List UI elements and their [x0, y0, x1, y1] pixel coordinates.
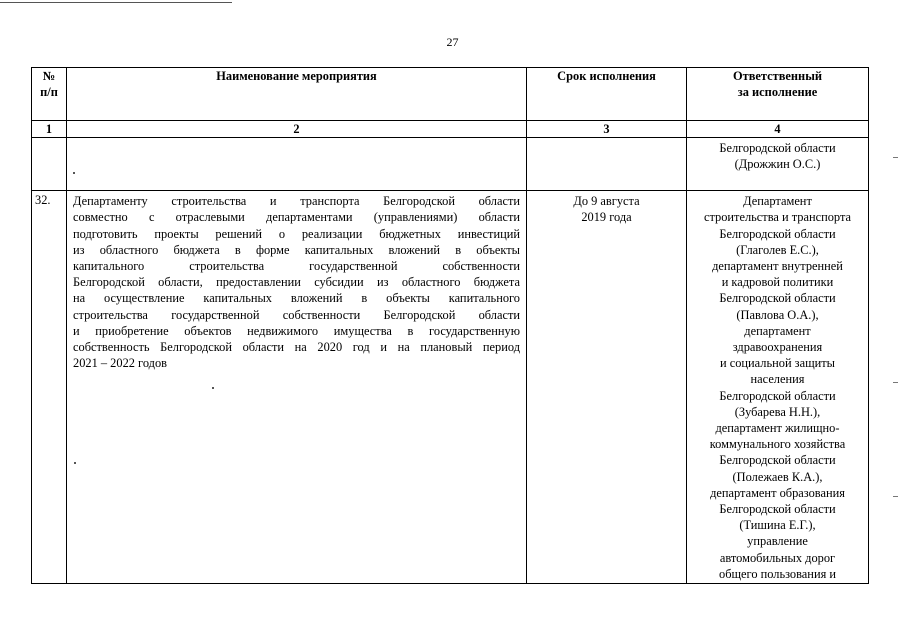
empty-cell	[527, 138, 687, 191]
text-line: департамент внутренней	[712, 259, 843, 274]
header-responsible: Ответственный за исполнение	[687, 68, 869, 121]
header-term: Срок исполнения	[527, 68, 687, 121]
plan-table	[31, 67, 869, 584]
text-line: департамент образования	[710, 485, 845, 500]
text-line: Белгородской области	[719, 291, 836, 306]
text-line: и кадровой политики	[721, 275, 834, 290]
scan-speck	[212, 387, 214, 389]
text-line: 2019 года	[581, 210, 632, 225]
text-line: Белгородской области	[719, 388, 836, 403]
text-line: (Павлова О.А.),	[736, 307, 819, 322]
text-line: Департаменту строительства и транспорта Белгородской области	[73, 194, 520, 209]
text-line: департамент	[744, 323, 811, 338]
page-number: 27	[446, 35, 459, 49]
scan-speck	[73, 172, 75, 174]
text-line: из областного бюджета в форме капитальных вложений в объекты	[73, 242, 520, 257]
text-line: (Зубарева Н.Н.),	[734, 404, 821, 419]
activity-text	[67, 191, 527, 584]
text-line: (Дрожжин О.С.)	[734, 157, 821, 172]
text-line: Белгородской области	[719, 141, 836, 156]
text-line: департамент жилищно-	[715, 421, 840, 436]
text-line: общего пользования и	[719, 566, 836, 581]
text-line: Белгородской области	[719, 502, 836, 517]
continuation-row	[32, 138, 869, 191]
text-line: (Полежаев К.А.),	[732, 469, 823, 484]
responsible	[687, 191, 869, 584]
deadline	[527, 191, 687, 584]
column-number: 4	[687, 121, 869, 138]
text-line: населения	[750, 372, 805, 387]
text-line: строительства государственной собственности Белгородской области	[73, 307, 520, 322]
text-line: Белгородской области, предоставлении субсидии из областного бюджета	[73, 275, 520, 290]
top-rule	[0, 2, 232, 3]
header-row	[32, 68, 869, 121]
scan-speck	[74, 462, 76, 464]
empty-cell	[67, 138, 527, 191]
text-line: Белгородской области	[719, 226, 836, 241]
text-line: и социальной защиты	[720, 356, 835, 371]
table-row	[32, 191, 869, 584]
text-line: собственность Белгородской области на 2020 год и на плановый период	[73, 340, 520, 355]
text-line: (Тишина Е.Г.),	[739, 518, 816, 533]
margin-mark	[893, 496, 898, 497]
text-line: на осуществление капитальных вложений в объекты капитального	[73, 291, 520, 306]
text-line: совместно с отраслевыми департаментами (управлениями) области	[73, 210, 520, 225]
text-line: автомобильных дорог	[719, 550, 836, 565]
column-number-row	[32, 121, 869, 138]
column-number: 1	[32, 121, 67, 138]
text-line: и приобретение объектов недвижимого имущества в государственную	[73, 323, 520, 338]
text-line: управление	[747, 534, 808, 549]
text-line: 2021 – 2022 годов	[73, 356, 168, 371]
margin-mark	[893, 382, 898, 383]
text-line: подготовить проекты решений о реализации бюджетных инвестиций	[73, 226, 520, 241]
text-line: строительства и транспорта	[703, 210, 852, 225]
text-line: здравоохранения	[732, 340, 823, 355]
continuation-responsible	[687, 138, 869, 191]
header-number: № п/п	[32, 68, 67, 121]
column-number: 2	[67, 121, 527, 138]
text-line: (Глаголев Е.С.),	[736, 242, 819, 257]
column-number: 3	[527, 121, 687, 138]
text-line: Департамент	[743, 194, 812, 209]
row-number: 32.	[32, 191, 67, 584]
text-line: Белгородской области	[719, 453, 836, 468]
text-line: До 9 августа	[573, 194, 640, 209]
empty-cell	[32, 138, 67, 191]
header-name: Наименование мероприятия	[67, 68, 527, 121]
margin-mark	[893, 157, 898, 158]
text-line: капитального строительства государственной собственности	[73, 259, 520, 274]
text-line: коммунального хозяйства	[709, 437, 846, 452]
